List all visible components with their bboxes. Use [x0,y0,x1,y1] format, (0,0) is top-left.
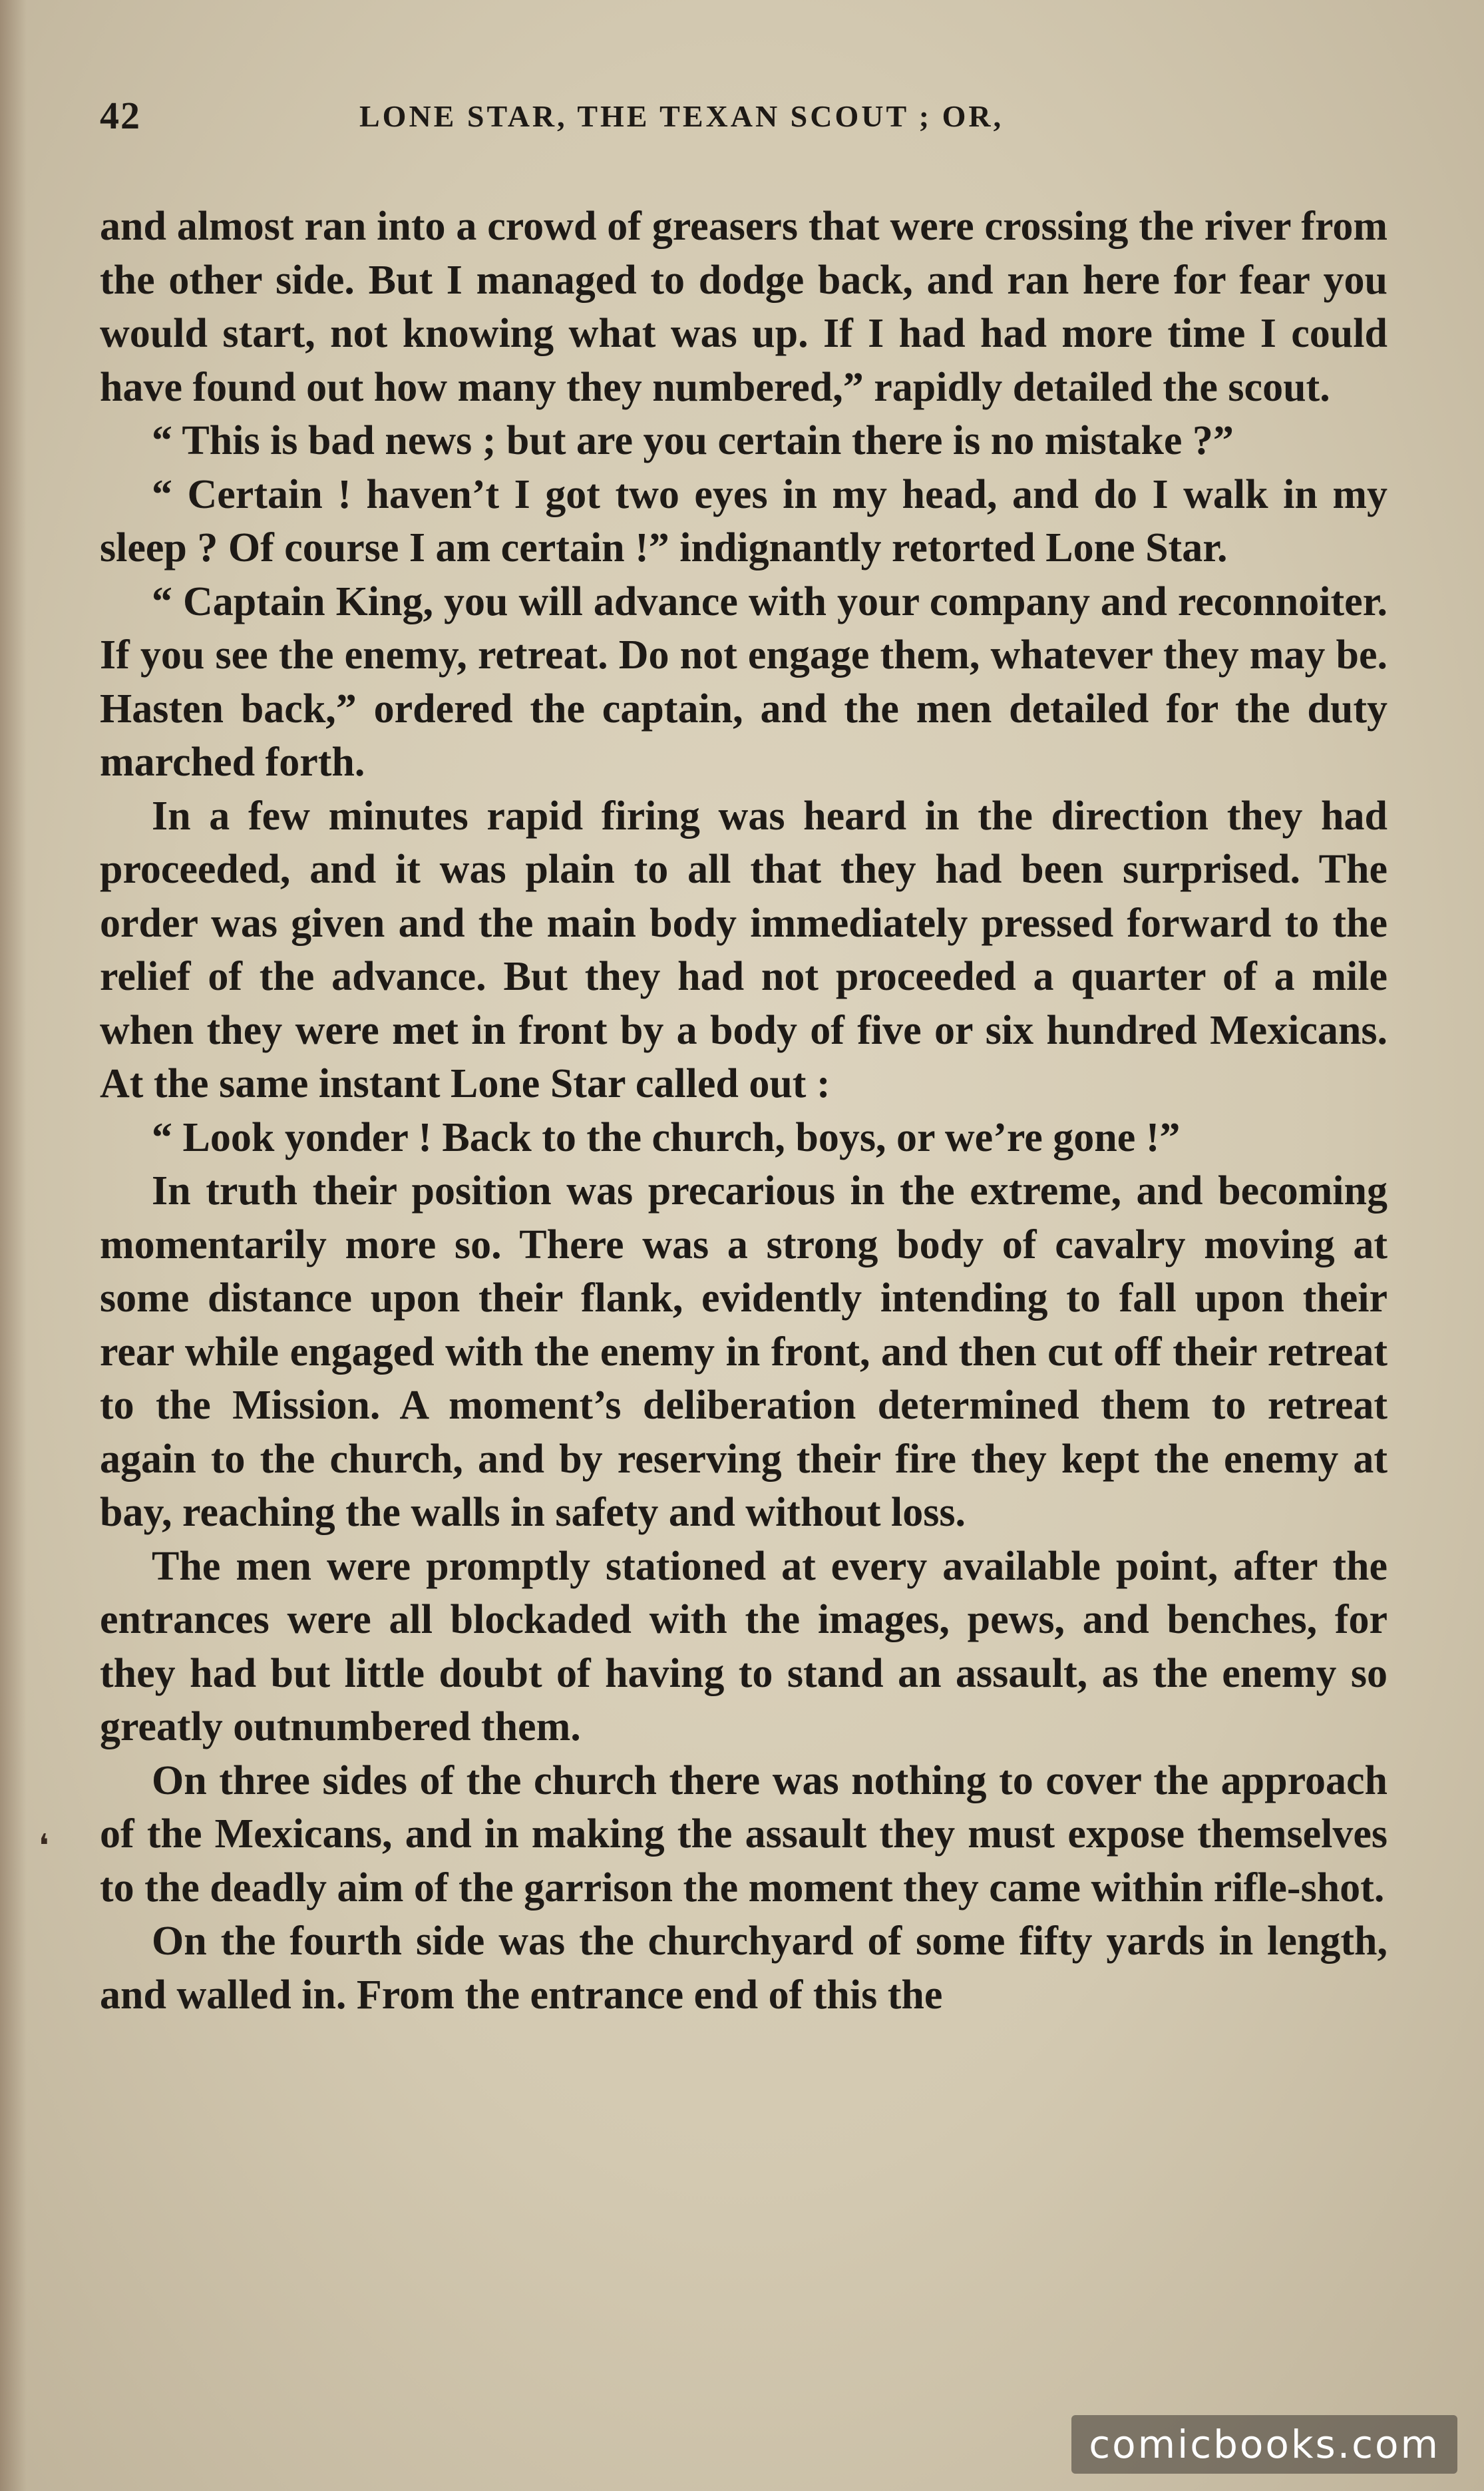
margin-mark-icon: ❛ [39,1829,49,1864]
paragraph: In a few minutes rapid firing was heard in the direction they had proceeded, and it was plain to all that they had been surprised. The order was given and the main body immediately pressed forward to the relief of the advance. But they had not proceeded a quarter of a mile when they were met in front by a body of five or six hundred Mexicans. At the same instant Lone Star called out : [100,793,1388,1106]
body-text [100,200,1388,2022]
paragraph: In truth their position was precarious in the extreme, and becoming momentarily more so. There was a strong body of cavalry moving at some distance upon their flank, evidently intending to fall upon their rear while engaged with the enemy in front, and then cut off their retreat to the Mission. A moment’s deliberation determined them to retreat again to the church, and by reserving their fire they kept the enemy at bay, reaching the walls in safety and without loss. [100,1168,1388,1535]
paragraph: “ Captain King, you will advance with your company and reconnoiter. If you see the enemy, retreat. Do not engage them, whatever they may be. Hasten back,” ordered the captain, and the men detailed for the duty marched forth. [100,578,1388,785]
paragraph: On three sides of the church there was nothing to cover the approach of the Mexicans, and in making the assault they must expose themselves to the deadly aim of the garrison the moment they came within rifle-shot. [100,1757,1388,1911]
paragraph: On the fourth side was the churchyard of some fifty yards in length, and walled in. From the entrance end of this the [100,1919,1388,2018]
paragraph: “ This is bad news ; but are you certain there is no mistake ?” [152,418,1234,463]
page-header [100,93,1397,146]
watermark: comicbooks.com [1071,2415,1457,2474]
paragraph: The men were promptly stationed at every available point, after the entrances were all blockaded with the images, pews, and benches, for they had but little doubt of having to stand an assault, as the enemy so greatly outnumbered them. [100,1543,1388,1749]
paragraph: and almost ran into a crowd of greasers that were crossing the river from the other side. But I managed to dodge back, and ran here for fear you would start, not knowing what was up. If I had had more time I could have found out how many they numbered,” rapidly detailed the scout. [100,204,1388,410]
paragraph: “ Certain ! haven’t I got two eyes in my head, and do I walk in my sleep ? Of course I am certain !” indignantly retorted Lone Star. [100,471,1388,570]
running-title: LONE STAR, THE TEXAN SCOUT ; OR, [359,99,1004,133]
page-edge-shadow [0,0,27,2491]
page-number: 42 [100,94,141,137]
paragraph: “ Look yonder ! Back to the church, boys, or we’re gone !” [152,1114,1181,1160]
